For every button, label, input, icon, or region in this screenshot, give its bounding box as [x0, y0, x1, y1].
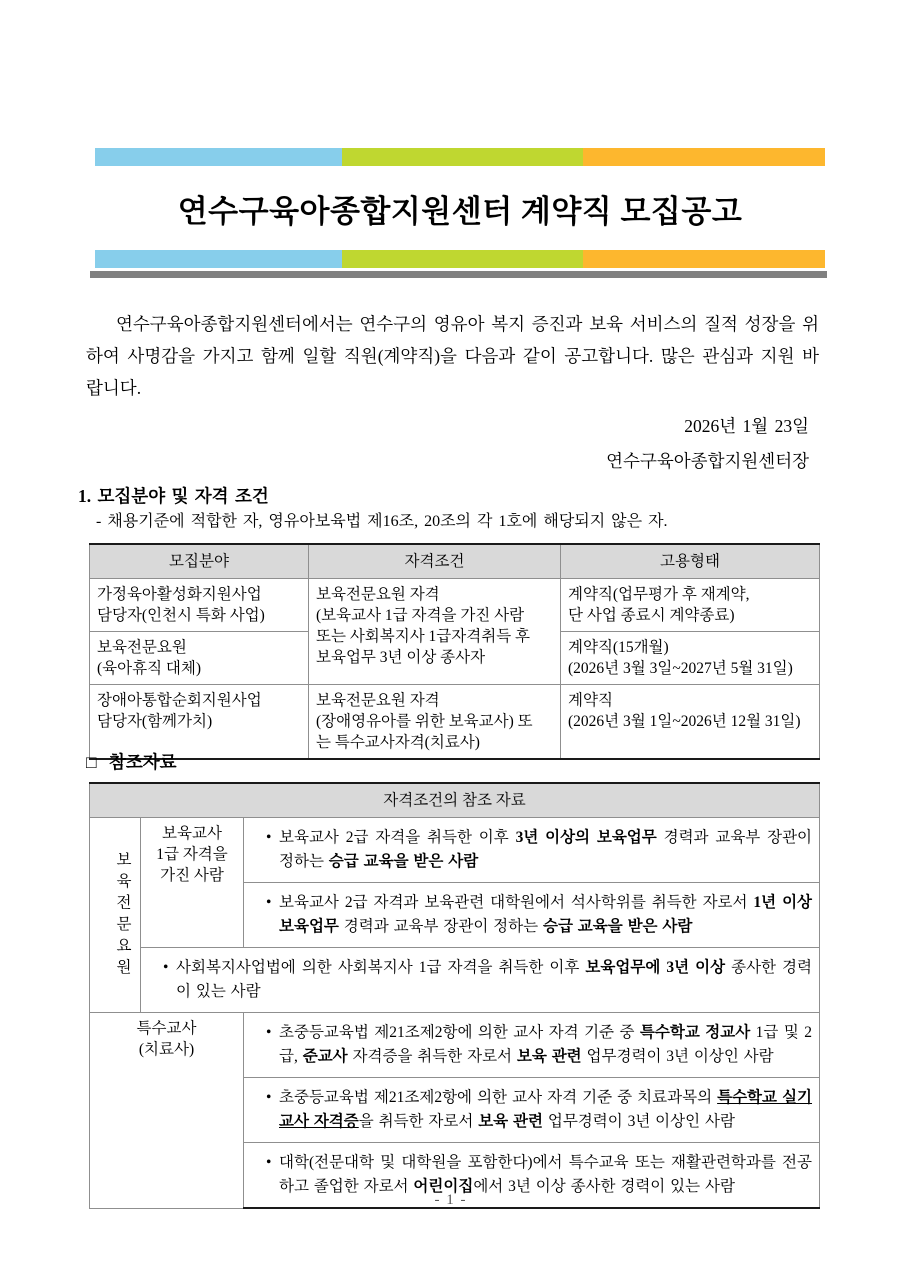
emp-line-2: (2026년 3월 3일~2027년 5월 31일): [568, 660, 793, 677]
header-color-bar-top: [95, 148, 825, 166]
list-item: • 보육교사 2급 자격을 취득한 이후 3년 이상의 보육업무 경력과 교육부 장관이 정하는 승급 교육을 받은 사람: [266, 826, 812, 874]
qual-line-2: (장애영유아를 위한 보육교사) 또: [316, 713, 533, 730]
section1-subnote: - 채용기준에 적합한 자, 영유아보육법 제16조, 20조의 각 1호에 해당되지 않은 자.: [96, 513, 668, 530]
field-line-2: 담당자(함께가치): [97, 713, 213, 730]
cell-bullet-3: [141, 948, 820, 1013]
list-item: • 초중등교육법 제21조제2항에 의한 교사 자격 기준 중 특수학교 정교사 1급 및 2급, 준교사 자격증을 취득한 자로서 보육 관련 업무경력이 3년 이상인 사람: [266, 1021, 812, 1069]
section2-heading: [86, 749, 177, 774]
issuing-organization: 연수구육아종합지원센터장: [606, 451, 809, 471]
field-line-1: 가정육아활성화지원사업: [97, 586, 262, 603]
qual-line-3: 는 특수교사자격(치료사): [316, 734, 480, 751]
cell-bullet-5: [244, 1078, 820, 1143]
table-row: [90, 948, 820, 1013]
table-row: [90, 818, 820, 883]
qual-line-3: 또는 사회복지사 1급자격취득 후: [316, 628, 531, 645]
column-header-employment: 고용형태: [561, 544, 820, 579]
page-title: 연수구육아종합지원센터 계약직 모집공고: [177, 194, 743, 229]
qual-line-2: (보육교사 1급 자격을 가진 사람: [316, 607, 525, 624]
color-bar-blue-top: [95, 148, 342, 166]
field-line-2: (육아휴직 대체): [97, 660, 202, 677]
field-line-2: 담당자(인천시 특화 사업): [97, 607, 265, 624]
list-item: • 대학(전문대학 및 대학원을 포함한다)에서 특수교육 또는 재활관련학과를 전공하고 졸업한 자로서 어린이집에서 3년 이상 종사한 경력이 있는 사람: [266, 1151, 812, 1199]
qual-line-1: 보육전문요원 자격: [316, 692, 440, 709]
color-bar-green-bottom: [342, 250, 583, 268]
qual-line-1: 보육전문요원 자격: [316, 586, 440, 603]
list-item: • 보육교사 2급 자격과 보육관련 대학원에서 석사학위를 취득한 자로서 1년 이상 보육업무 경력과 교육부 장관이 정하는 승급 교육을 받은 사람: [266, 891, 812, 939]
cell-employment-2: [561, 632, 820, 685]
sublabel-level1-teacher: [141, 818, 244, 948]
page-number: - 1 -: [434, 1192, 466, 1208]
cell-bullet-4: [244, 1013, 820, 1078]
cell-field-3: [90, 685, 309, 760]
column-header-qualification: 자격조건: [309, 544, 561, 579]
field-line-1: 보육전문요원: [97, 639, 187, 656]
announcement-date: 2026년 1월 23일: [684, 416, 809, 436]
cell-qualification-1: [309, 579, 561, 685]
cell-field-2: [90, 632, 309, 685]
cell-bullet-1: [244, 818, 820, 883]
emp-line-2: (2026년 3월 1일~2026년 12월 31일): [568, 713, 801, 730]
checkbox-icon: □: [86, 752, 97, 772]
cell-employment-3: [561, 685, 820, 760]
color-bar-orange-top: [583, 148, 825, 166]
sublabel-line-3: 가진 사람: [160, 867, 224, 884]
cell-bullet-2: [244, 883, 820, 948]
field-line-1: 장애아통합순회지원사업: [97, 692, 262, 709]
emp-line-1: 계약직(15개월): [568, 639, 669, 656]
group-label-special-teacher: [90, 1013, 244, 1209]
group-label-childcare-officer: 보육전문요원: [90, 818, 141, 1013]
table-header-row: [90, 544, 820, 579]
table-row: [90, 579, 820, 632]
document-header-banner: [95, 148, 825, 278]
table-header-row: [90, 783, 820, 818]
emp-line-1: 계약직(업무평가 후 재계약,: [568, 586, 750, 603]
cell-field-1: [90, 579, 309, 632]
sublabel-line-2: 1급 자격을: [156, 846, 228, 863]
emp-line-1: 계약직: [568, 692, 613, 709]
color-bar-blue-bottom: [95, 250, 342, 268]
group-label-line-2: (치료사): [138, 1041, 195, 1058]
section1-heading: 1. 모집분야 및 자격 조건: [78, 486, 269, 506]
color-bar-green-top: [342, 148, 583, 166]
recruitment-table: [89, 543, 820, 760]
cell-employment-1: [561, 579, 820, 632]
sublabel-line-1: 보육교사: [162, 825, 222, 842]
group-label-line-1: 특수교사: [136, 1020, 197, 1037]
reference-table: [89, 782, 820, 1209]
table-row: [90, 1013, 820, 1078]
qual-line-4: 보육업무 3년 이상 종사자: [316, 649, 486, 666]
color-bar-orange-bottom: [583, 250, 825, 268]
list-item: • 초중등교육법 제21조제2항에 의한 교사 자격 기준 중 치료과목의 특수학교 실기교사 자격증을 취득한 자로서 보육 관련 업무경력이 3년 이상인 사람: [266, 1086, 812, 1134]
intro-paragraph: 연수구육아종합지원센터에서는 연수구의 영유아 복지 증진과 보육 서비스의 질적 성장을 위하여 사명감을 가지고 함께 일할 직원(계약직)을 다음과 같이 공고합니다. 많은 관심과 지원 바랍니다.: [86, 314, 819, 398]
cell-qualification-3: [309, 685, 561, 760]
list-item: • 사회복지사업법에 의한 사회복지사 1급 자격을 취득한 이후 보육업무에 3년 이상 종사한 경력이 있는 사람: [163, 956, 812, 1004]
header-color-bar-bottom: [95, 250, 825, 268]
emp-line-2: 단 사업 종료시 계약종료): [568, 607, 735, 624]
reference-table-header: 자격조건의 참조 자료: [90, 783, 820, 818]
section2-heading-label: 참조자료: [108, 752, 177, 772]
column-header-field: 모집분야: [90, 544, 309, 579]
table-row: [90, 685, 820, 760]
header-gray-rule: [90, 271, 827, 278]
